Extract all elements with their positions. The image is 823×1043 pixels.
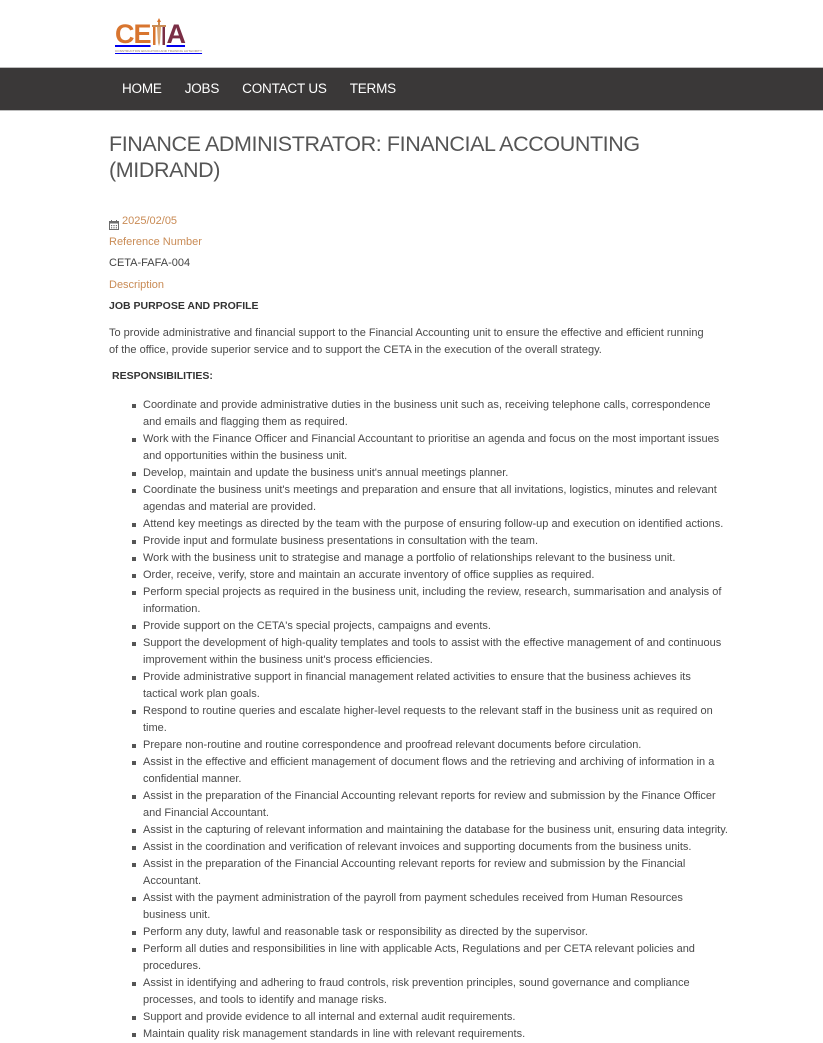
responsibility-text: Order, receive, verify, store and maintain an accurate inventory of office supplies as required. <box>143 569 595 582</box>
responsibility-text: Perform any duty, lawful and reasonable task or responsibility as directed by the supervisor. <box>143 926 588 939</box>
description-label: Description <box>109 278 165 291</box>
reference-value: CETA-FAFA-004 <box>109 257 191 270</box>
responsibility-item <box>143 465 728 482</box>
responsibility-text: Work with the business unit to strategise and manage a portfolio of relationships relevant to the business unit. <box>143 552 676 565</box>
responsibility-text: Assist in the capturing of relevant information and maintaining the database for the business unit, ensuring data integrity. <box>143 824 728 837</box>
responsibility-item <box>143 1009 728 1026</box>
bullet-icon <box>132 710 136 714</box>
nav-contact-us[interactable]: CONTACT US <box>242 81 327 96</box>
responsibility-item <box>143 669 728 703</box>
page-title: FINANCE ADMINISTRATOR: FINANCIAL ACCOUNTING (MIDRAND) <box>109 132 640 182</box>
bullet-icon <box>132 931 136 935</box>
responsibility-text: Support the development of high-quality templates and tools to assist with the effective management of and continuous improvement within the business unit's process efficiencies. <box>143 637 722 667</box>
responsibility-text: Develop, maintain and update the business unit's annual meetings planner. <box>143 467 509 480</box>
bullet-icon <box>132 982 136 986</box>
responsibility-text: Perform all duties and responsibilities in line with applicable Acts, Regulations and per CETA relevant policies and procedures. <box>143 943 695 973</box>
responsibility-text: Provide input and formulate business presentations in consultation with the team. <box>143 535 539 548</box>
nav-home[interactable]: HOME <box>122 81 162 96</box>
bullet-icon <box>132 795 136 799</box>
responsibility-item <box>143 941 728 975</box>
bullet-icon <box>132 863 136 867</box>
responsibility-item <box>143 856 728 890</box>
responsibility-item <box>143 584 728 618</box>
responsibility-item <box>143 1026 728 1043</box>
ceta-logo[interactable] <box>115 18 203 54</box>
responsibility-text: Assist with the payment administration of the payroll from payment schedules received from Human Resources business unit. <box>143 892 683 922</box>
responsibility-text: Maintain quality risk management standards in line with relevant requirements. <box>143 1028 526 1041</box>
responsibility-item <box>143 788 728 822</box>
bullet-icon <box>132 557 136 561</box>
logo-text-right: A <box>166 19 186 49</box>
responsibility-item <box>143 737 728 754</box>
reference-label: Reference Number <box>109 236 202 249</box>
responsibility-text: Prepare non-routine and routine correspondence and proofread relevant documents before circulation. <box>143 739 642 752</box>
posted-date-value: 2025/02/05 <box>122 215 178 227</box>
responsibility-text: Work with the Finance Officer and Financial Accountant to prioritise an agenda and focus on the most important issues and opportunities within the business unit. <box>143 433 720 463</box>
bullet-icon <box>132 540 136 544</box>
bullet-icon <box>132 761 136 765</box>
bullet-icon <box>132 625 136 629</box>
site-header <box>0 0 823 67</box>
bullet-icon <box>132 472 136 476</box>
responsibility-item <box>143 516 728 533</box>
responsibility-item <box>143 754 728 788</box>
purpose-text: To provide administrative and financial support to the Financial Accounting unit to ensure the effective and efficient running of the office, provide superior service and to support the CETA in the execution of the overall strategy. <box>109 327 704 357</box>
responsibility-item <box>143 890 728 924</box>
responsibility-item <box>143 482 728 516</box>
responsibility-text: Assist in the effective and efficient management of document flows and the retrieving and archiving of information in a confidential manner. <box>143 756 715 786</box>
responsibility-text: Coordinate the business unit's meetings and preparation and ensure that all invitations, logistics, minutes and relevant agendas and material are provided. <box>143 484 717 514</box>
responsibility-item <box>143 618 728 635</box>
responsibility-text: Respond to routine queries and escalate higher-level requests to the relevant staff in the business unit as required on time. <box>143 705 713 735</box>
responsibility-text: Assist in identifying and adhering to fraud controls, risk prevention principles, sound governance and compliance processes, and tools to identify and manage risks. <box>143 977 690 1007</box>
bullet-icon <box>132 829 136 833</box>
responsibility-text: Support and provide evidence to all internal and external audit requirements. <box>143 1011 516 1024</box>
bullet-icon <box>132 642 136 646</box>
bullet-icon <box>132 948 136 952</box>
job-content <box>0 131 728 1043</box>
responsibility-item <box>143 635 728 669</box>
logo-wordmark <box>115 18 193 48</box>
responsibility-text: Attend key meetings as directed by the team with the purpose of ensuring follow-up and execution on identified actions. <box>143 518 724 531</box>
responsibility-item <box>143 533 728 550</box>
bullet-icon <box>132 574 136 578</box>
bullet-icon <box>132 846 136 850</box>
responsibility-text: Assist in the preparation of the Financial Accounting relevant reports for review and submission by the Finance Officer and Financial Accountant. <box>143 790 716 820</box>
bullet-icon <box>132 591 136 595</box>
bullet-icon <box>132 897 136 901</box>
bullet-icon <box>132 1016 136 1020</box>
purpose-heading: JOB PURPOSE AND PROFILE <box>109 299 259 312</box>
logo-emblem-icon <box>152 18 166 48</box>
bullet-icon <box>132 489 136 493</box>
responsibility-item <box>143 839 728 856</box>
responsibility-item <box>143 703 728 737</box>
main-navbar <box>0 67 823 111</box>
responsibilities-heading: RESPONSIBILITIES: <box>112 370 213 383</box>
responsibility-item <box>143 975 728 1009</box>
responsibility-item <box>143 431 728 465</box>
responsibilities-list <box>109 397 728 1043</box>
bullet-icon <box>132 676 136 680</box>
calendar-icon <box>109 217 119 227</box>
responsibility-item <box>143 550 728 567</box>
responsibility-text: Provide administrative support in financial management related activities to ensure that the business achieves its tactical work plan goals. <box>143 671 691 701</box>
responsibility-text: Coordinate and provide administrative duties in the business unit such as, receiving telephone calls, correspondence and emails and flagging them as required. <box>143 399 711 429</box>
posted-date <box>109 211 719 232</box>
responsibility-text: Assist in the coordination and verification of relevant invoices and supporting documents from the business units. <box>143 841 692 854</box>
responsibility-text: Provide support on the CETA's special projects, campaigns and events. <box>143 620 491 633</box>
bullet-icon <box>132 523 136 527</box>
nav-jobs[interactable]: JOBS <box>184 81 220 96</box>
bullet-icon <box>132 744 136 748</box>
logo-tagline: CONSTRUCTION EDUCATION AND TRAINING AUTHORITY <box>115 49 203 53</box>
nav-terms[interactable]: TERMS <box>349 81 396 96</box>
logo-text-left: CE <box>115 19 151 49</box>
responsibility-item <box>143 924 728 941</box>
responsibility-text: Perform special projects as required in the business unit, including the review, research, summarisation and analysis of information. <box>143 586 722 616</box>
responsibility-text: Assist in the preparation of the Financial Accounting relevant reports for review and submission by the Financial Accountant. <box>143 858 686 888</box>
job-meta <box>109 211 719 317</box>
responsibility-item <box>143 822 728 839</box>
responsibility-item <box>143 397 728 431</box>
bullet-icon <box>132 438 136 442</box>
bullet-icon <box>132 404 136 408</box>
bullet-icon <box>132 1033 136 1037</box>
responsibility-item <box>143 567 728 584</box>
